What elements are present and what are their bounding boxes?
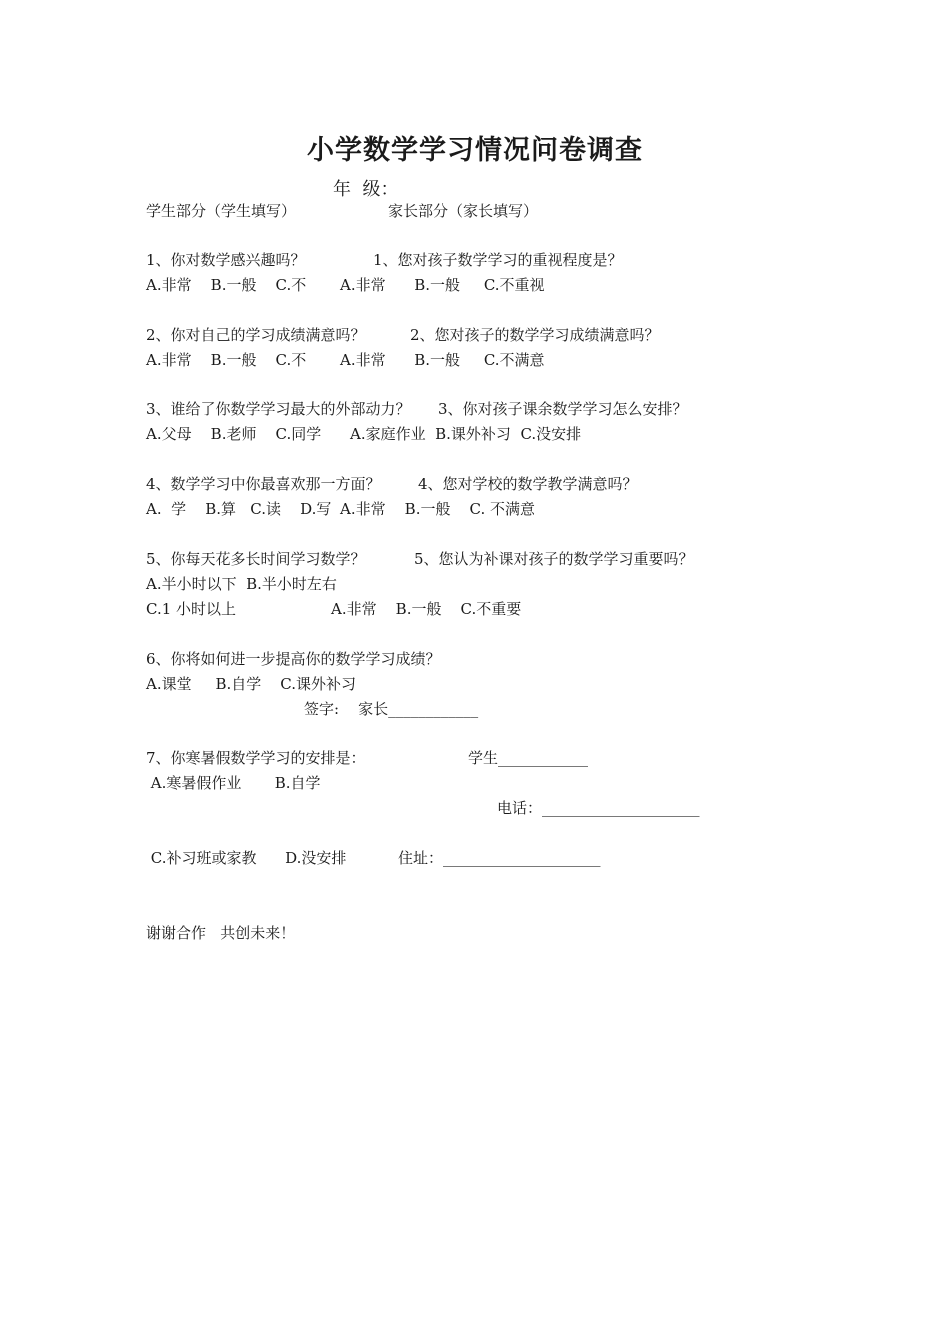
student-options-6: A.课堂 B.自学 C.课外补习: [146, 675, 357, 693]
parent-question-2: 2、您对孩子的数学学习成绩满意吗？: [410, 326, 660, 344]
closing-text: 谢谢合作 共创未来！: [146, 924, 296, 942]
student-options-1: A.非常 B.一般 C.不: [146, 276, 307, 294]
parent-options-1: A.非常 B.一般 C.不重视: [340, 276, 545, 294]
parent-question-5: 5、您认为补课对孩子的数学学习重要吗？: [414, 550, 694, 568]
student-question-4: 4、数学学习中你最喜欢那一方面？: [146, 475, 381, 493]
parent-options-5: A.非常 B.一般 C.不重要: [331, 600, 522, 618]
grade-label: 年 级：: [333, 179, 399, 200]
parent-options-2: A.非常 B.一般 C.不满意: [340, 351, 545, 369]
student-options-4: A. 学 B.算 C.读 D.写: [146, 500, 332, 518]
document-title: 小学数学学习情况问卷调查: [307, 135, 643, 166]
parent-question-1: 1、您对孩子数学学习的重视程度是？: [373, 251, 623, 269]
parent-section-label: 家长部分（家长填写）: [388, 202, 539, 220]
parent-question-3: 3、你对孩子课余数学学习怎么安排？: [438, 400, 688, 418]
parent-options-4: A.非常 B.一般 C. 不满意: [340, 500, 536, 518]
parent-signature-line: 签字: 家长____________: [304, 700, 479, 718]
student-signature-line: 学生____________: [468, 749, 589, 767]
student-question-5: 5、你每天花多长时间学习数学？: [146, 550, 366, 568]
student-question-6: 6、你将如何进一步提高你的数学学习成绩？: [146, 650, 441, 668]
student-options-5-line-2: C.1 小时以上: [146, 600, 237, 618]
student-question-1: 1、你对数学感兴趣吗？: [146, 251, 306, 269]
student-options-5-line-1: A.半小时以下 B.半小时左右: [146, 575, 337, 593]
student-question-2: 2、你对自己的学习成绩满意吗？: [146, 326, 366, 344]
parent-options-3: A.家庭作业 B.课外补习 C.没安排: [350, 425, 582, 443]
student-options-3: A.父母 B.老师 C.同学: [146, 425, 322, 443]
student-options-7-line-2: C.补习班或家教 D.没安排: [146, 849, 347, 867]
student-options-7-line-1: A.寒暑假作业 B.自学: [146, 774, 321, 792]
student-question-7: 7、你寒暑假数学学习的安排是：: [146, 749, 366, 767]
student-options-2: A.非常 B.一般 C.不: [146, 351, 307, 369]
student-section-label: 学生部分（学生填写）: [146, 202, 297, 220]
student-question-3: 3、谁给了你数学学习最大的外部动力？: [146, 400, 411, 418]
address-line: 住址：_____________________: [398, 849, 601, 867]
parent-question-4: 4、您对学校的数学教学满意吗？: [418, 475, 638, 493]
phone-line: 电话：_____________________: [497, 799, 700, 817]
